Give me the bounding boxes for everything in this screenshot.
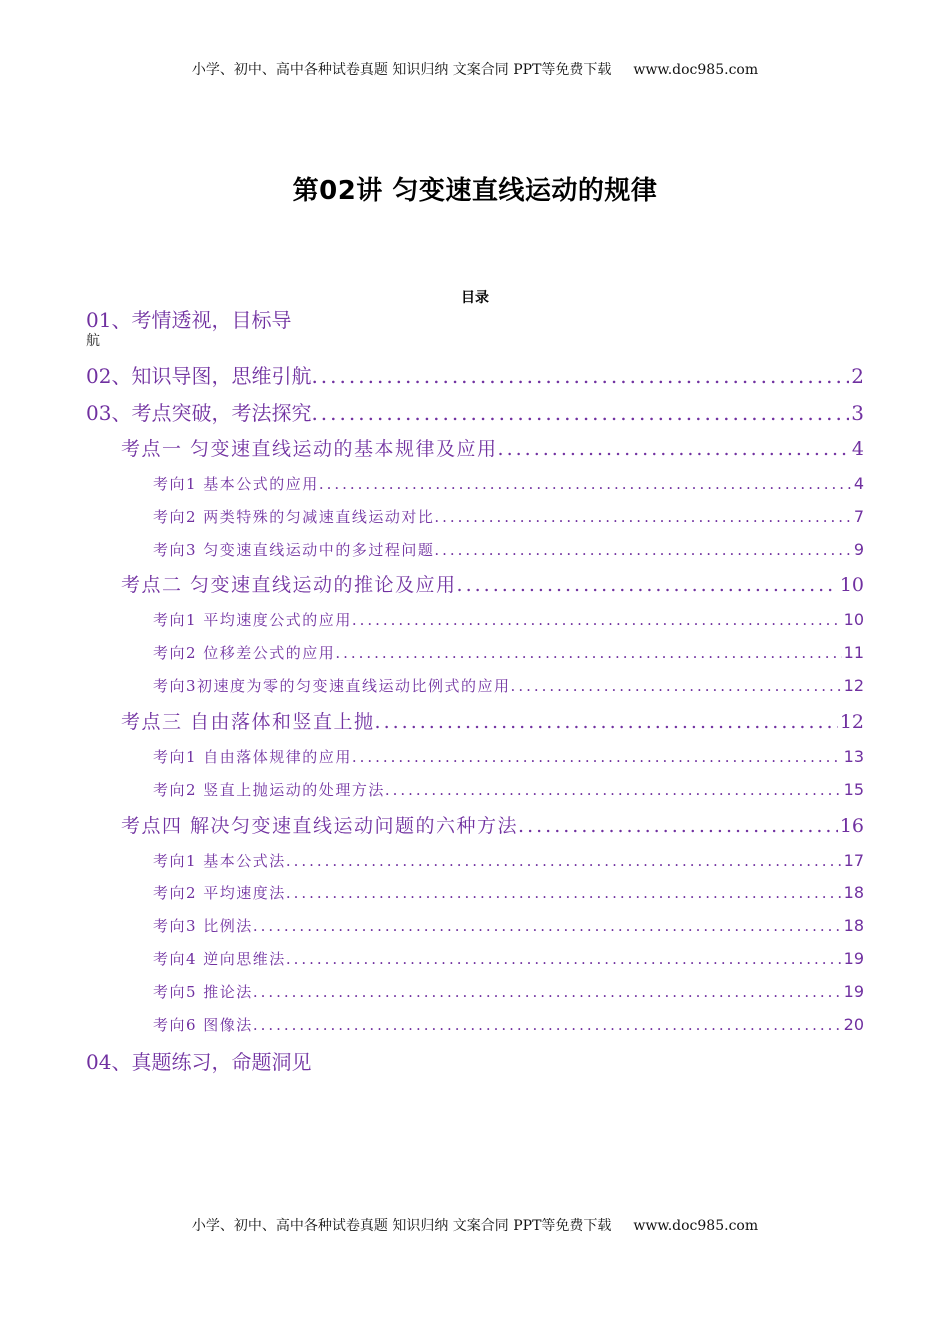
toc-entry-page: 18: [843, 883, 864, 902]
toc-entry-kaodian-2[interactable]: [121, 570, 864, 597]
toc-leader-dots: [311, 401, 849, 425]
footer-url[interactable]: www.doc985.com: [633, 1218, 759, 1234]
toc-entry-label: 考向1 自由落体规律的应用: [153, 748, 352, 766]
toc-entry-kaoxiang-1-1[interactable]: [153, 473, 864, 494]
toc-entry-page: 7: [853, 507, 864, 526]
toc-leader-dots: [375, 711, 838, 733]
toc-leader-dots: [352, 748, 842, 766]
toc-entry-kaoxiang-4-1[interactable]: [153, 850, 864, 871]
toc-entry-label: 01、考情透视，目标导: [86, 308, 292, 332]
toc-entry-kaoxiang-1-3[interactable]: [153, 539, 864, 560]
toc-entry-label: 考向2 竖直上抛运动的处理方法: [153, 781, 385, 799]
toc-leader-dots: [253, 917, 842, 935]
toc-entry-page: 12: [839, 711, 864, 733]
toc-entry-page: 11: [843, 643, 864, 662]
toc-entry-kaoxiang-3-1[interactable]: [153, 746, 864, 767]
toc-leader-dots: [457, 574, 838, 596]
toc-leader-dots: [434, 508, 851, 526]
toc-leader-dots: [511, 677, 842, 695]
toc-entry-label: 考向5 推论法: [153, 983, 253, 1001]
toc-entry-page: 17: [843, 851, 864, 870]
toc-entry-page: 19: [843, 982, 864, 1001]
header-url[interactable]: www.doc985.com: [633, 62, 759, 78]
toc-entry-page: 13: [843, 747, 864, 766]
toc-entry-label: 考向2 两类特殊的匀减速直线运动对比: [153, 508, 435, 526]
toc-entry-kaodian-3[interactable]: [121, 707, 864, 734]
toc-entry-kaoxiang-3-2[interactable]: [153, 779, 864, 800]
toc-leader-dots: [518, 815, 838, 837]
toc-entry-label: 考点二 匀变速直线运动的推论及应用: [121, 574, 457, 596]
toc-entry-kaoxiang-2-3[interactable]: [153, 675, 864, 696]
toc-entry-label: 考向1 平均速度公式的应用: [153, 611, 352, 629]
toc-entry-label: 考向3初速度为零的匀变速直线运动比例式的应用: [153, 677, 511, 695]
toc-entry-page: 20: [843, 1015, 864, 1034]
toc-entry-page: 2: [851, 364, 864, 388]
toc-heading: 目录: [461, 290, 489, 306]
toc-entry-label: 03、考点突破，考法探究: [86, 401, 312, 425]
toc-entry-page: 9: [853, 540, 864, 559]
toc-leader-dots: [498, 438, 850, 460]
toc-entry-01-tail: 航: [86, 333, 100, 349]
toc-entry-label: 考点三 自由落体和竖直上抛: [121, 711, 375, 733]
toc-entry-page: 3: [851, 401, 864, 425]
toc-entry-page: 4: [851, 438, 864, 460]
toc-entry-label: 考向1 基本公式法: [153, 852, 286, 870]
toc-entry-label: 考向3 比例法: [153, 917, 253, 935]
toc-entry-03[interactable]: [86, 397, 864, 426]
toc-entry-page: 16: [839, 815, 864, 837]
toc-entry-label: 考向1 基本公式的应用: [153, 475, 319, 493]
toc-leader-dots: [253, 983, 842, 1001]
toc-entry-page: 18: [843, 916, 864, 935]
toc-entry-page: 10: [843, 610, 864, 629]
page-header: [0, 59, 950, 79]
toc-leader-dots: [335, 644, 841, 662]
document-title: 第02讲 匀变速直线运动的规律: [292, 176, 658, 206]
footer-text: 小学、初中、高中各种试卷真题 知识归纳 文案合同 PPT等免费下载: [191, 1218, 612, 1234]
toc-entry-label: 考点四 解决匀变速直线运动问题的六种方法: [121, 815, 519, 837]
toc-entry-kaoxiang-4-2[interactable]: [153, 882, 864, 903]
toc-entry-kaoxiang-4-3[interactable]: [153, 915, 864, 936]
toc-entry-01[interactable]: [86, 304, 291, 333]
toc-entry-label: 02、知识导图，思维引航: [86, 364, 312, 388]
toc-entry-page: 4: [853, 474, 864, 493]
toc-entry-label: 考点一 匀变速直线运动的基本规律及应用: [121, 438, 498, 460]
toc-entry-label: 考向4 逆向思维法: [153, 950, 286, 968]
toc-leader-dots: [286, 950, 842, 968]
header-text: 小学、初中、高中各种试卷真题 知识归纳 文案合同 PPT等免费下载: [191, 62, 612, 78]
toc-leader-dots: [319, 475, 852, 493]
toc-entry-kaoxiang-2-1[interactable]: [153, 609, 864, 630]
toc-entry-label: 04、真题练习，命题洞见: [86, 1050, 312, 1074]
toc-entry-page: 15: [843, 780, 864, 799]
toc-entry-page: 10: [839, 574, 864, 596]
toc-leader-dots: [434, 541, 851, 559]
toc-entry-label: 考向2 平均速度法: [153, 884, 286, 902]
toc-entry-kaoxiang-2-2[interactable]: [153, 642, 864, 663]
toc-entry-04[interactable]: [86, 1046, 311, 1075]
toc-leader-dots: [286, 884, 842, 902]
toc-entry-kaodian-4[interactable]: [121, 811, 864, 838]
toc-entry-label: 考向6 图像法: [153, 1016, 253, 1034]
toc-leader-dots: [385, 781, 842, 799]
page-footer: [0, 1215, 950, 1235]
toc-entry-page: 19: [843, 949, 864, 968]
toc-entry-kaoxiang-4-4[interactable]: [153, 948, 864, 969]
toc-entry-kaoxiang-4-6[interactable]: [153, 1014, 864, 1035]
toc-entry-label: 考向3 匀变速直线运动中的多过程问题: [153, 541, 435, 559]
toc-leader-dots: [286, 852, 842, 870]
toc-leader-dots: [253, 1016, 842, 1034]
toc-entry-02[interactable]: [86, 360, 864, 389]
toc-entry-kaodian-1[interactable]: [121, 434, 864, 461]
toc-leader-dots: [311, 364, 849, 388]
toc-entry-kaoxiang-4-5[interactable]: [153, 981, 864, 1002]
toc-entry-page: 12: [843, 676, 864, 695]
toc-leader-dots: [352, 611, 842, 629]
toc-entry-label: 考向2 位移差公式的应用: [153, 644, 336, 662]
toc-entry-kaoxiang-1-2[interactable]: [153, 506, 864, 527]
